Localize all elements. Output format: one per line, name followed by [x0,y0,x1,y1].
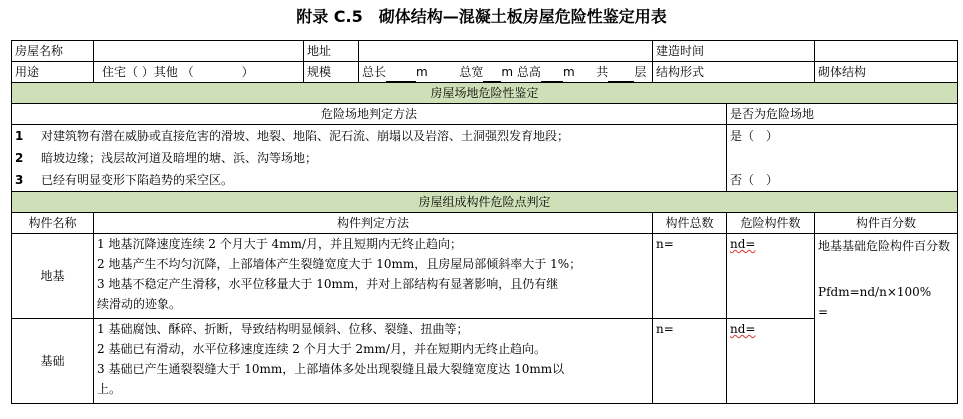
percent-formula: Pfdm=nd/n×100% [818,285,932,299]
address-field[interactable] [359,41,653,62]
col-total: 构件总数 [653,213,727,234]
site-items-row [12,125,958,192]
component-header-row [12,213,958,234]
use-field[interactable]: 住宅（ ）其他 （ ） [94,62,304,83]
component-row-foundation-soil [12,234,958,319]
scale-field[interactable] [359,62,653,83]
structure-label: 结构形式 [653,62,815,83]
floors-blank[interactable] [608,67,634,82]
site-danger-choice [727,125,958,192]
total-count-field[interactable]: n= [653,319,727,404]
house-name-field[interactable] [94,41,304,62]
site-method-header-row [12,104,958,125]
scale-label: 规模 [304,62,359,83]
percent-cell [815,234,958,404]
built-time-label: 建造时间 [653,41,815,62]
house-name-label: 房屋名称 [12,41,94,62]
total-length-label: 总长 [362,65,387,79]
site-item-1: 1 对建筑物有潜在威胁或直接危害的滑坡、地裂、地陷、泥石流、崩塌以及岩溶、土洞强烈发育地段； [15,129,570,143]
col-component-name: 构件名称 [12,213,94,234]
no-checkbox[interactable]: 否（ ） [730,173,779,187]
assessment-table [11,40,958,404]
total-width-blank[interactable] [483,67,501,82]
component-criteria: 1 地基沉降速度连续 2 个月大于 4mm/月，并且短期内无终止趋向； 2 地基产生不均匀沉降，上部墙体产生裂缝宽度大于 10mm，且房屋局部倾斜率大于 1%； 3 地基不稳定产生滑移，水平位移量大于 10mm，并对上部结构有显著影响，且仍有继 续滑动的迹象。 [94,234,653,319]
site-section-heading-row [12,83,958,104]
is-danger-site-label: 是否为危险场地 [727,104,958,125]
total-width-label: 总宽 [459,65,484,79]
danger-count-field[interactable]: nd= [727,319,815,404]
component-name: 地基 [12,234,94,319]
percent-title: 地基基础危险构件百分数 [818,239,951,253]
danger-count-field[interactable]: nd= [727,234,815,319]
yes-checkbox[interactable]: 是（ ） [730,129,779,143]
header-row-2 [12,62,958,83]
component-name: 基础 [12,319,94,404]
unit-floor: 层 [634,65,647,79]
total-length-blank[interactable] [386,67,416,82]
floors-label: 共 [596,65,609,79]
total-count-field[interactable]: n= [653,234,727,319]
address-label: 地址 [304,41,359,62]
total-height-label: 总高 [516,65,541,79]
site-item-2: 2 暗坡边缘；浅层故河道及暗埋的塘、浜、沟等场地； [15,151,318,165]
unit-m-1: m [416,65,428,79]
site-criteria-list [12,125,727,192]
header-row-1 [12,41,958,62]
site-item-3: 3 已经有明显变形下陷趋势的采空区。 [15,173,234,187]
col-danger: 危险构件数 [727,213,815,234]
use-label: 用途 [12,62,94,83]
unit-m-3: m [562,65,575,79]
page-title: 附录 C.5 砌体结构—混凝土板房屋危险性鉴定用表 [296,7,667,26]
percent-result[interactable]: = [818,305,829,319]
site-method-label: 危险场地判定方法 [12,104,727,125]
col-percent: 构件百分数 [815,213,958,234]
component-section-heading-row [12,192,958,213]
built-time-field[interactable] [815,41,958,62]
site-section-heading: 房屋场地危险性鉴定 [12,83,958,104]
unit-m-2: m [501,65,514,79]
structure-value: 砌体结构 [815,62,958,83]
total-height-blank[interactable] [541,67,563,82]
component-criteria: 1 基础腐蚀、酥碎、折断，导致结构明显倾斜、位移、裂缝、扭曲等； 2 基础已有滑动，水平位移速度连续 2 个月大于 2mm/月，并在短期内无终止趋向。 3 基础已产生通裂裂缝大于 10mm，上部墙体多处出现裂缝且最大裂缝宽度达 10mm以 上。 [94,319,653,404]
component-section-heading: 房屋组成构件危险点判定 [12,192,958,213]
col-method: 构件判定方法 [94,213,653,234]
